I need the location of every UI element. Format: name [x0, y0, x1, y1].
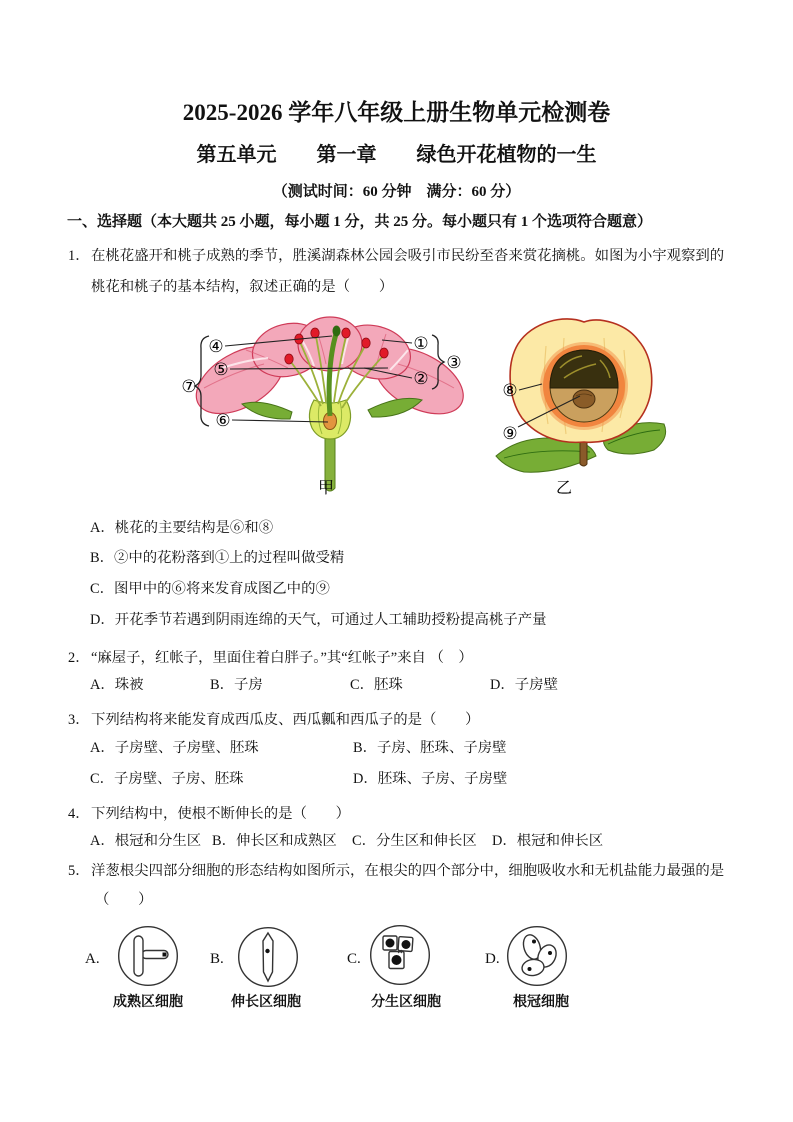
label-8-icon: ⑧: [502, 381, 518, 401]
label-7-icon: ⑦: [181, 377, 197, 397]
label-9-icon: ⑨: [502, 424, 518, 444]
figure-flower-and-peach: [176, 306, 688, 502]
root-cap-cell-figure: [506, 925, 568, 987]
question-3-number: 3．: [68, 712, 90, 728]
q3-option-b: B．子房、胚珠、子房壁: [353, 740, 507, 756]
q4-option-a: A．根冠和分生区: [90, 833, 202, 849]
question-1-text: 在桃花盛开和桃子成熟的季节，胜溪湖森林公园会吸引市民纷至沓来赏花摘桃。如图为小宇观察到的桃花和桃子的基本结构，叙述正确的是（ ）: [91, 248, 725, 295]
cell-b-letter: B.: [210, 951, 224, 967]
q3-option-a: A．子房壁、子房壁、胚珠: [90, 740, 259, 756]
cell-c-label: 分生区细胞: [371, 993, 441, 1009]
question-2-number: 2．: [68, 650, 90, 666]
label-2-icon: ②: [413, 369, 429, 389]
q1-option-a: A．桃花的主要结构是⑥和⑧: [90, 520, 274, 536]
mature-zone-cell-figure: [117, 925, 179, 987]
q1-option-c: C．图甲中的⑥将来发育成图乙中的⑨: [90, 581, 330, 597]
q2-option-d: D．子房壁: [490, 677, 558, 693]
question-3: [68, 705, 736, 736]
question-4-number: 4．: [68, 806, 90, 822]
peach-illustration: [496, 319, 666, 472]
question-1-number: 1．: [68, 248, 90, 264]
label-6-icon: ⑥: [215, 411, 231, 431]
cell-a-letter: A.: [85, 951, 100, 967]
label-1-icon: ①: [413, 334, 429, 354]
caption-jia: 甲: [317, 480, 335, 497]
question-5-number: 5．: [68, 863, 90, 879]
question-5-text: 洋葱根尖四部分细胞的形态结构如图所示，在根尖的四个部分中，细胞吸收水和无机盐能力最强的是: [91, 863, 725, 879]
q1-option-d: D．开花季节若遇到阴雨连绵的天气，可通过人工辅助授粉提高桃子产量: [90, 612, 547, 628]
question-2: [68, 643, 736, 674]
page-title: 2025-2026 学年八年级上册生物单元检测卷: [182, 100, 611, 125]
cell-d-letter: D.: [485, 951, 500, 967]
question-4-text: 下列结构中，使根不断伸长的是（ ）: [91, 806, 351, 822]
q3-option-d: D．胚珠、子房、子房壁: [353, 771, 508, 787]
cell-d-label: 根冠细胞: [513, 993, 569, 1009]
cell-b-label: 伸长区细胞: [231, 993, 301, 1009]
label-4-icon: ④: [208, 337, 224, 357]
section-heading: 一、选择题（本大题共 25 小题，每小题 1 分，共 25 分。每小题只有 1 个选项符合题意）: [67, 214, 653, 230]
question-2-text: “麻屋子，红帐子，里面住着白胖子。”其“红帐子”来自 （ ）: [91, 650, 473, 666]
meristem-zone-cell-figure: [369, 924, 431, 986]
label-3-icon: ③: [446, 353, 462, 373]
chapter-heading: 第五单元 第一章 绿色开花植物的一生: [196, 144, 597, 166]
question-1: [68, 241, 736, 303]
exam-meta-line: （测试时间：60 分钟 满分：60 分）: [272, 184, 521, 200]
q1-option-b: B．②中的花粉落到①上的过程叫做受精: [90, 550, 345, 566]
q4-option-c: C．分生区和伸长区: [352, 833, 477, 849]
question-4: [68, 799, 736, 830]
elongation-zone-cell-figure: [237, 926, 299, 988]
q2-option-a: A．珠被: [90, 677, 144, 693]
question-5: [68, 856, 736, 887]
question-5-blank: （ ）: [95, 892, 153, 908]
q4-option-d: D．根冠和伸长区: [492, 833, 604, 849]
cell-a-label: 成熟区细胞: [113, 993, 183, 1009]
cell-c-letter: C.: [347, 951, 361, 967]
flower-illustration: [185, 316, 474, 491]
q3-option-c: C．子房壁、子房、胚珠: [90, 771, 244, 787]
q4-option-b: B．伸长区和成熟区: [212, 833, 337, 849]
label-5-icon: ⑤: [213, 360, 229, 380]
q2-option-b: B．子房: [210, 677, 263, 693]
q2-option-c: C．胚珠: [350, 677, 403, 693]
caption-yi: 乙: [555, 480, 573, 497]
question-3-text: 下列结构将来能发育成西瓜皮、西瓜瓤和西瓜子的是（ ）: [91, 712, 480, 728]
